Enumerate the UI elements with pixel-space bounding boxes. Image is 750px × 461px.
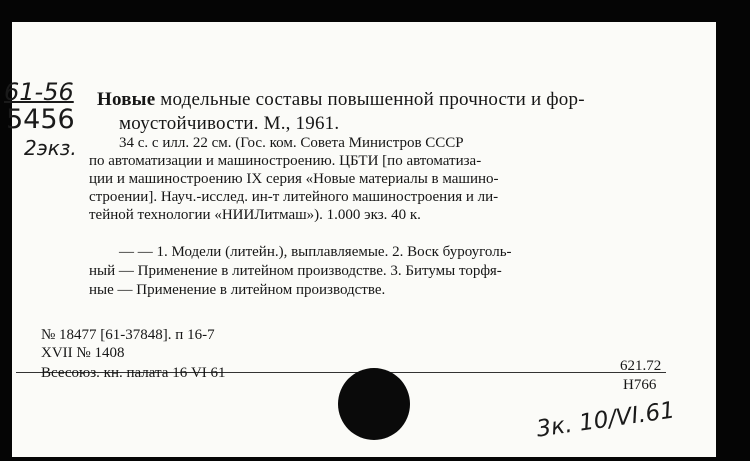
description-line: 34 с. с илл. 22 см. (Гос. ком. Совета Министров СССР	[119, 135, 464, 151]
description-line: по автоматизации и машиностроению. ЦБТИ [по автоматиза-	[89, 153, 482, 169]
copies-note: 2экз.	[24, 136, 77, 160]
author-mark: Н766	[623, 377, 657, 393]
scan-border-left	[0, 0, 12, 461]
catalog-card	[4, 22, 716, 457]
title-lead: Новые	[97, 89, 156, 110]
subject-line: ные — Применение в литейном производстве.	[89, 282, 386, 298]
scan-border-right	[716, 0, 750, 461]
description-line: строении]. Науч.-исслед. ин-т литейного машиностроения и ли-	[89, 189, 499, 205]
shelfmark-number: 5456	[6, 104, 75, 135]
description-line: тейной технологии «НИИЛитмаш»). 1.000 экз. 40 к.	[89, 207, 421, 223]
title-line-2: моустойчивости. М., 1961.	[119, 113, 340, 134]
subject-line: ный — Применение в литейном производстве. 3. Битумы торфя-	[89, 263, 502, 279]
registry-number: № 18477 [61-37848]. п 16-7	[41, 327, 215, 343]
shelfmark-code: 61-56	[4, 78, 74, 106]
registry-series: XVII № 1408	[41, 345, 125, 361]
punch-hole	[338, 368, 410, 440]
handwritten-annotation: 3к. 10/VI.61	[534, 397, 677, 443]
description-line: ции и машиностроению IX серия «Новые материалы в машино-	[89, 171, 499, 187]
registry-chamber: Всесоюз. кн. палата 16 VI 61	[41, 365, 226, 381]
scan-border-bottom	[0, 457, 750, 461]
subject-line: — — 1. Модели (литейн.), выплавляемые. 2. Воск буроуголь-	[119, 244, 512, 260]
title-rest: модельные составы повышенной прочности и фор-	[160, 89, 585, 110]
udc-number: 621.72	[620, 358, 662, 374]
scan-border-top	[0, 0, 750, 22]
title-line-1	[97, 89, 585, 111]
